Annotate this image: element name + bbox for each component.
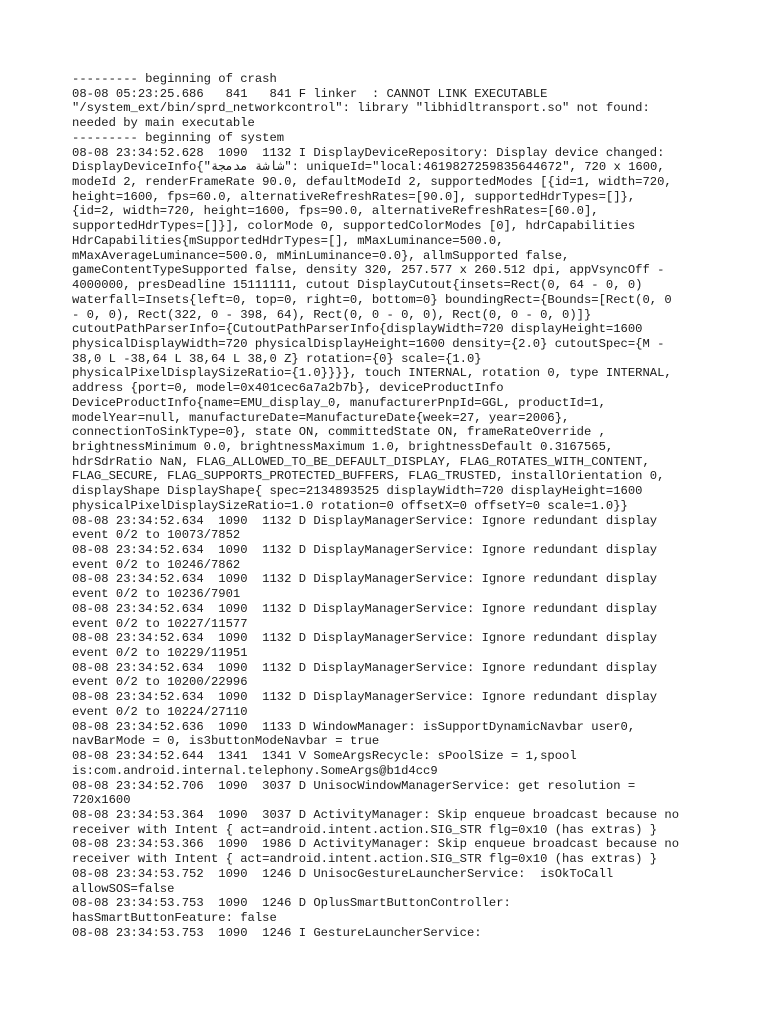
log-line: DeviceProductInfo{name=EMU_display_0, manufacturerPnpId=GGL, productId=1, <box>72 395 606 410</box>
log-line: event 0/2 to 10236/7901 <box>72 587 241 602</box>
log-line: 08-08 23:34:53.364 1090 3037 D ActivityManager: Skip enqueue broadcast because no <box>72 807 680 822</box>
log-line: 08-08 23:34:52.634 1090 1132 D DisplayManagerService: Ignore redundant display <box>72 572 658 587</box>
log-line: cutoutPathParserInfo={CutoutPathParserInfo{displayWidth=720 displayHeight=1600 <box>72 322 643 337</box>
log-line: displayShape DisplayShape{ spec=2134893525 displayWidth=720 displayHeight=1600 <box>72 484 643 499</box>
log-line: 08-08 23:34:53.753 1090 1246 I GestureLauncherService: <box>72 925 482 940</box>
log-line: receiver with Intent { act=android.intent.action.SIG_STR flg=0x10 (has extras) } <box>72 822 658 837</box>
log-line: HdrCapabilities{mSupportedHdrTypes=[], mMaxLuminance=500.0, <box>72 233 504 248</box>
log-line: 08-08 23:34:52.634 1090 1132 D DisplayManagerService: Ignore redundant display <box>72 690 658 705</box>
log-line: FLAG_SECURE, FLAG_SUPPORTS_PROTECTED_BUFFERS, FLAG_TRUSTED, installOrientation 0, <box>72 469 665 484</box>
log-line: supportedHdrTypes=[]}], colorMode 0, supportedColorModes [0], hdrCapabilities <box>72 219 636 234</box>
log-line: event 0/2 to 10073/7852 <box>72 528 241 543</box>
log-line: physicalPixelDisplaySizeRatio=1.0 rotation=0 offsetX=0 offsetY=0 scale=1.0}} <box>72 498 628 513</box>
log-line: - 0, 0), Rect(322, 0 - 398, 64), Rect(0, 0 - 0, 0), Rect(0, 0 - 0, 0)]} <box>72 307 592 322</box>
log-line: event 0/2 to 10200/22996 <box>72 675 248 690</box>
log-line: hdrSdrRatio NaN, FLAG_ALLOWED_TO_BE_DEFAULT_DISPLAY, FLAG_ROTATES_WITH_CONTENT, <box>72 454 650 469</box>
log-line: height=1600, fps=60.0, alternativeRefreshRates=[90.0], supportedHdrTypes=[]}, <box>72 189 636 204</box>
log-line: navBarMode = 0, is3buttonModeNavbar = true <box>72 734 380 749</box>
log-line: receiver with Intent { act=android.intent.action.SIG_STR flg=0x10 (has extras) } <box>72 852 658 867</box>
log-line: needed by main executable <box>72 116 255 131</box>
log-line: physicalPixelDisplaySizeRatio={1.0}}}}, touch INTERNAL, rotation 0, type INTERNAL, <box>72 366 672 381</box>
log-line: 08-08 23:34:52.634 1090 1132 D DisplayManagerService: Ignore redundant display <box>72 631 658 646</box>
log-line: modeId 2, renderFrameRate 90.0, defaultModeId 2, supportedModes [{id=1, width=720, <box>72 175 672 190</box>
log-line: 08-08 23:34:52.644 1341 1341 V SomeArgsRecycle: sPoolSize = 1,spool <box>72 749 577 764</box>
log-line: 08-08 23:34:52.636 1090 1133 D WindowManager: isSupportDynamicNavbar user0, <box>72 719 636 734</box>
log-line: 08-08 23:34:52.634 1090 1132 D DisplayManagerService: Ignore redundant display <box>72 543 658 557</box>
log-line: 08-08 23:34:53.366 1090 1986 D ActivityManager: Skip enqueue broadcast because no <box>72 837 680 852</box>
log-line: address {port=0, model=0x401cec6a7a2b7b}, deviceProductInfo <box>72 381 504 396</box>
log-line: event 0/2 to 10229/11951 <box>72 646 248 661</box>
log-line: connectionToSinkType=0}, state ON, committedState ON, frameRateOverride , <box>72 425 606 440</box>
log-line: event 0/2 to 10224/27110 <box>72 704 248 719</box>
log-line: 08-08 23:34:52.634 1090 1132 D DisplayManagerService: Ignore redundant display <box>72 601 658 616</box>
log-line: waterfall=Insets{left=0, top=0, right=0, bottom=0} boundingRect={Bounds=[Rect(0, 0 <box>72 292 672 307</box>
log-line: 08-08 23:34:52.628 1090 1132 I DisplayDeviceRepository: Display device changed: <box>72 145 665 160</box>
log-line: 4000000, presDeadline 15111111, cutout DisplayCutout{insets=Rect(0, 64 - 0, 0) <box>72 278 643 293</box>
log-line: gameContentTypeSupported false, density 320, 257.577 x 260.512 dpi, appVsyncOff - <box>72 263 665 278</box>
log-line: modelYear=null, manufactureDate=ManufactureDate{week=27, year=2006}, <box>72 410 570 425</box>
log-line: 720x1600 <box>72 793 131 808</box>
log-line: 08-08 23:34:52.706 1090 3037 D UnisocWindowManagerService: get resolution = <box>72 778 636 793</box>
log-line: 38,0 L -38,64 L 38,64 L 38,0 Z} rotation={0} scale={1.0} <box>72 351 482 366</box>
log-line: 08-08 05:23:25.686 841 841 F linker : CANNOT LINK EXECUTABLE <box>72 86 548 101</box>
log-line: hasSmartButtonFeature: false <box>72 910 277 925</box>
log-line: mMaxAverageLuminance=500.0, mMinLuminance=0.0}, allmSupported false, <box>72 248 570 263</box>
log-line: allowSOS=false <box>72 881 175 896</box>
log-document <box>72 72 712 940</box>
log-line: "/system_ext/bin/sprd_networkcontrol": library "libhidltransport.so" not found: <box>72 101 650 116</box>
log-line: 08-08 23:34:52.634 1090 1132 D DisplayManagerService: Ignore redundant display <box>72 513 658 528</box>
log-line: --------- beginning of crash <box>72 72 277 86</box>
log-line: --------- beginning of system <box>72 130 285 145</box>
log-line: physicalDisplayWidth=720 physicalDisplayHeight=1600 density={2.0} cutoutSpec={M - <box>72 336 665 351</box>
log-line: 08-08 23:34:53.753 1090 1246 D OplusSmartButtonController: <box>72 896 511 911</box>
log-line: is:com.android.internal.telephony.SomeArgs@b1d4cc9 <box>72 763 438 778</box>
log-line: 08-08 23:34:53.752 1090 1246 D UnisocGestureLauncherService: isOkToCall <box>72 866 614 881</box>
log-line: event 0/2 to 10246/7862 <box>72 557 241 572</box>
log-line: DisplayDeviceInfo{"شاشة مدمجة": uniqueId="local:4619827259835644672", 720 x 1600, <box>72 160 665 175</box>
log-line: event 0/2 to 10227/11577 <box>72 616 248 631</box>
log-line: brightnessMinimum 0.0, brightnessMaximum 1.0, brightnessDefault 0.3167565, <box>72 439 614 454</box>
log-line: 08-08 23:34:52.634 1090 1132 D DisplayManagerService: Ignore redundant display <box>72 660 658 675</box>
log-line: {id=2, width=720, height=1600, fps=90.0, alternativeRefreshRates=[60.0], <box>72 204 599 219</box>
